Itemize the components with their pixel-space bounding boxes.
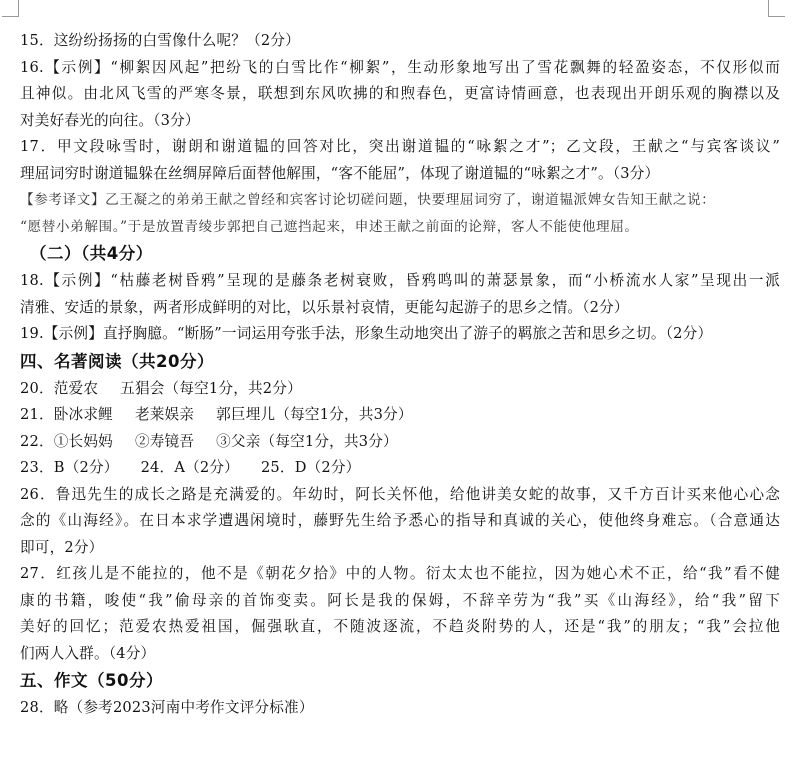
translation-note-line-2: “愿替小弟解围。”于是放置青绫步郭把自己遮挡起来，申述王献之前面的论辩，客人不能使他理屈。: [20, 218, 639, 235]
answer-27-line-4: 们两人入群。（4分）: [20, 644, 156, 662]
answer-21-part-1: 21．卧冰求鲤: [20, 406, 113, 423]
answer-26-line-3: 即可，2分）: [20, 538, 104, 556]
answer-17-line-2: 理屈词穷时谢道韫躲在丝绸屏障后面替他解围，“客不能屈”，体现了谢道韫的“咏絮之才”。（3分）: [20, 164, 660, 182]
answer-28: 28．略（参考2023河南中考作文评分标准）: [20, 699, 314, 716]
answer-22: [20, 429, 780, 456]
answer-27-line-2: 康的书籍，唆使“我”偷母亲的首饰变卖。阿长是我的保姆，不辞辛劳为“我”买《山海经》，给“我”留下: [20, 591, 780, 609]
answer-26-line-2: 念的《山海经》。在日本求学遭遇闲境时，藤野先生给予悉心的指导和真诚的关心，使他终身难忘。（合意通达: [20, 512, 780, 529]
answer-20-part-1: 20．范爱农: [20, 379, 99, 397]
answer-16-line-3: 对美好春光的向往。（3分）: [20, 111, 200, 129]
answer-21-part-2: 老莱娱亲: [134, 406, 195, 423]
answer-26-line-1: 26．鲁迅先生的成长之路是充满爱的。年幼时，阿长关怀他，给他讲美女蛇的故事，又千方百计买来他心心念: [20, 485, 780, 503]
answer-23: 23．B（2分）: [20, 459, 119, 476]
answer-22-part-2: ②寿镜吾: [134, 432, 195, 450]
section-heading-2: （二）（共4分）: [30, 244, 153, 263]
page-corner-mark-right: [768, 0, 785, 17]
answer-document: [20, 28, 780, 722]
answer-16-line-2: 且神似。由北风飞雪的严寒冬景，联想到东风吹拂的和煦春色，更富诗情画意，也表现出开朗乐观的胸襟以及: [20, 85, 780, 102]
answer-22-part-1: 22．①长妈妈: [20, 432, 113, 450]
answer-17-line-1: 17．甲文段咏雪时，谢朗和谢道韫的回答对比，突出谢道韫的“咏絮之才”；乙文段，王献之“与宾客谈议”: [20, 138, 780, 155]
translation-note-line-1: 【参考译文】乙王凝之的弟弟王献之曾经和宾客讨论切磋问题，快要理屈词穷了，谢道韫派婢女告知王献之说：: [20, 192, 716, 208]
answer-27-line-3: 美好的回忆；范爱农热爱祖国，倔强耿直，不随波逐流，不趋炎附势的人，还是“我”的朋友；“我”会拉他: [20, 618, 780, 635]
answer-22-part-3: ③父亲（每空1分，共3分）: [216, 432, 398, 450]
answer-24: 24．A（2分）: [140, 459, 239, 476]
answer-18-line-2: 清雅、安适的景象，两者形成鲜明的对比，以乐景衬哀情，更能勾起游子的思乡之情。（2分）: [20, 298, 629, 316]
section-heading-5: 五、作文（50分）: [20, 671, 163, 690]
answer-23-25: [20, 455, 780, 482]
answer-20: [20, 376, 780, 403]
answer-27-line-1: 27．红孩儿是不能拉的，他不是《朝花夕拾》中的人物。衍太太也不能拉，因为她心术不正，给“我”看不健: [20, 565, 780, 582]
section-heading-4: 四、名著阅读（共20分）: [20, 351, 214, 371]
answer-18-line-1: 18.【示例】“枯藤老树昏鸦”呈现的是藤条老树衰败，昏鸦鸣叫的萧瑟景象，而“小桥流水人家”呈现出一派: [20, 272, 780, 289]
answer-21: [20, 402, 780, 429]
page-corner-mark-left: [2, 0, 19, 17]
answer-15: 15．这纷纷扬扬的白雪像什么呢？（2分）: [20, 32, 300, 49]
answer-21-part-3: 郭巨埋儿（每空1分，共3分）: [216, 406, 413, 423]
answer-19: 19.【示例】直抒胸臆。“断肠”一词运用夸张手法，形象生动地突出了游子的羁旅之苦和思乡之切。（2分）: [20, 325, 713, 342]
answer-16-line-1: 16.【示例】“柳絮因风起”把纷飞的白雪比作“柳絮”，生动形象地写出了雪花飘舞的轻盈姿态，不仅形似而: [20, 58, 780, 76]
answer-25: 25．D（2分）: [260, 459, 361, 476]
answer-20-part-2: 五猖会（每空1分，共2分）: [120, 379, 302, 397]
